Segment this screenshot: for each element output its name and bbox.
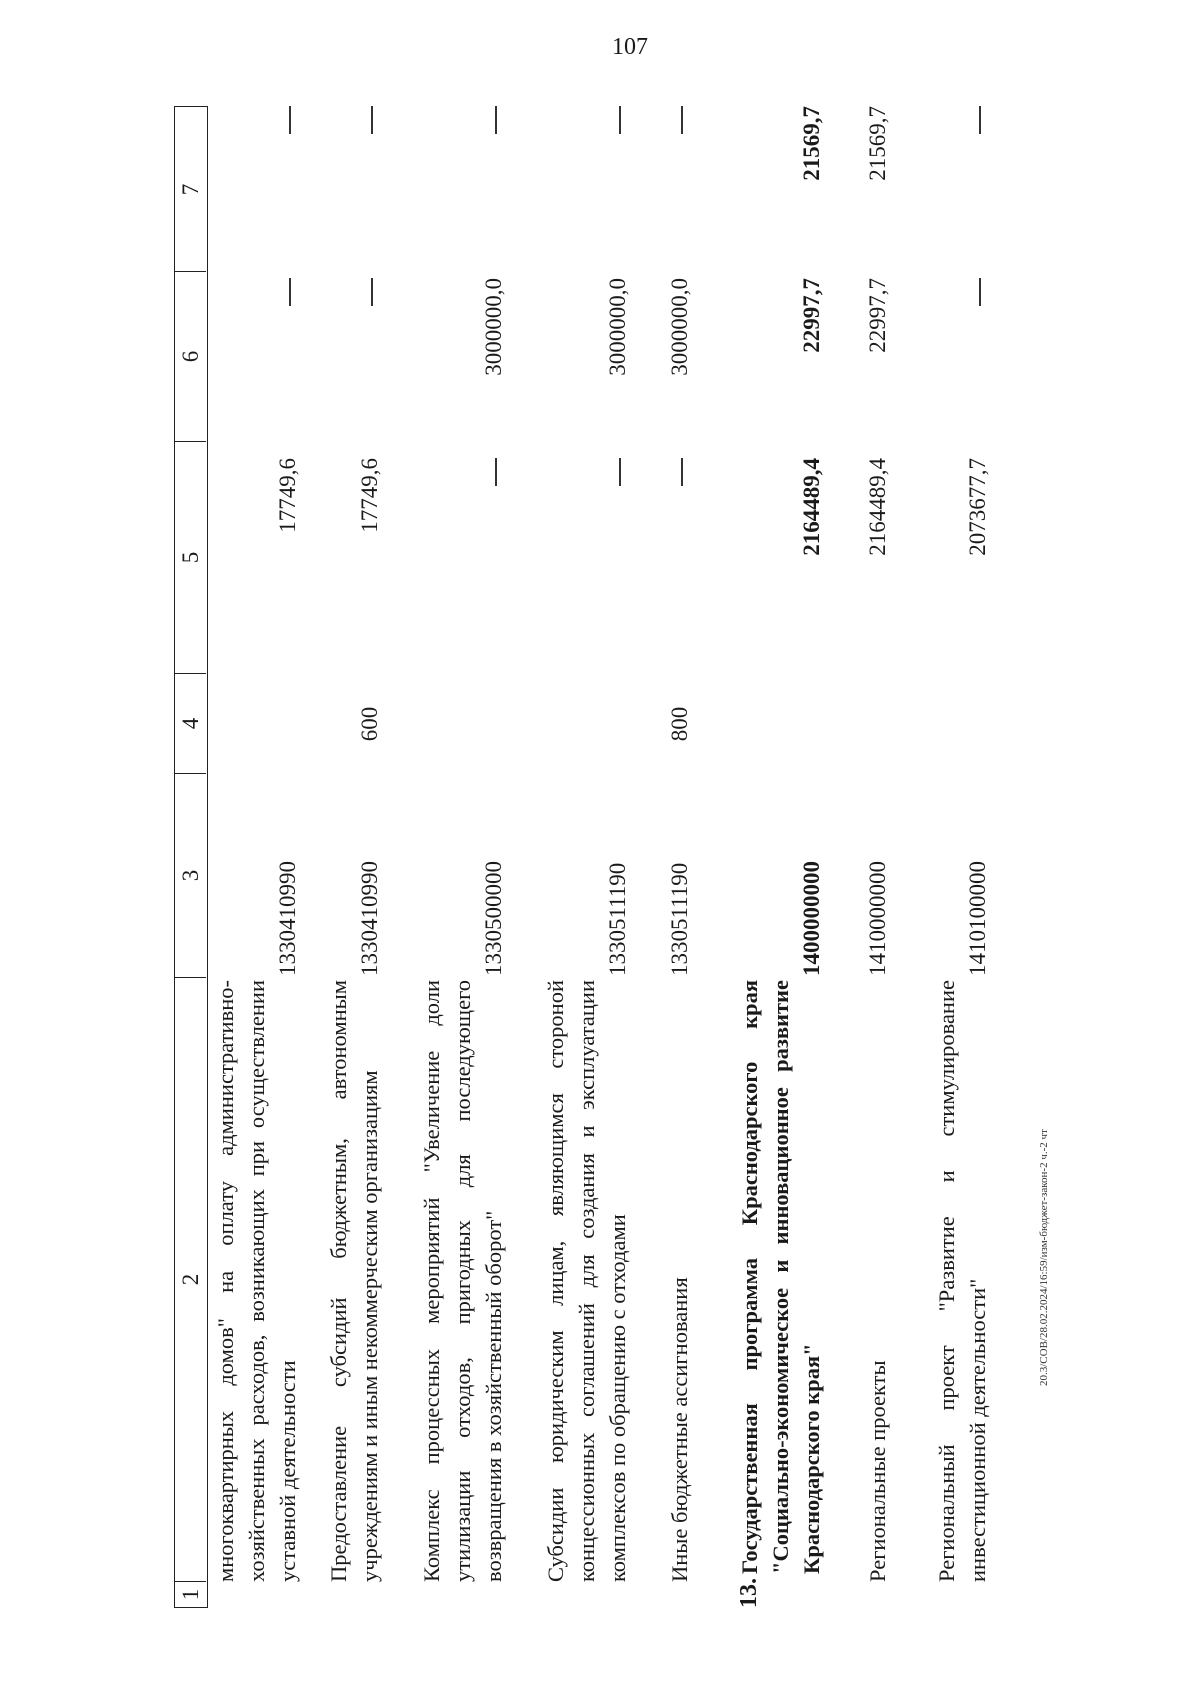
row-value-5: 17749,6: [275, 458, 300, 533]
header-col-5: 5: [175, 441, 206, 673]
row-value-7: 21569,7: [799, 106, 824, 181]
dash-mark: [681, 106, 683, 134]
dash-mark: [289, 278, 291, 306]
row-value-7: [354, 106, 385, 256]
row-value-6: [354, 278, 385, 428]
row-value-7: [962, 106, 993, 256]
row-description: Предоставление субсидий бюджетным, автономным учреждениям и иным некоммерческим организациям: [326, 980, 382, 1582]
row-value-5: [664, 458, 695, 628]
row-value-7: [272, 106, 303, 256]
dash-mark: [681, 458, 683, 486]
row-value-5: [478, 458, 509, 628]
row-value-6: 22997,7: [799, 278, 824, 353]
dash-mark: [979, 278, 981, 306]
dash-mark: [289, 106, 291, 134]
dash-mark: [371, 278, 373, 306]
row-code: 1330410990: [357, 861, 382, 976]
row-code: 1400000000: [799, 861, 824, 976]
row-description: Иные бюджетные ассигнования: [667, 1277, 692, 1582]
row-description: Региональный проект "Развитие и стимулирование инвестиционной деятельности": [934, 980, 990, 1582]
row-description: Региональные проекты: [865, 1360, 890, 1582]
row-description: Комплекс процессных мероприятий "Увеличение доли утилизации отходов, пригодных для последующего возвращения в хозяйственный оборот": [419, 980, 506, 1582]
row-type: 800: [667, 706, 692, 742]
row-code: 1410100000: [965, 861, 990, 976]
header-col-1: 1: [175, 1581, 206, 1607]
row-number: 13.: [736, 1578, 762, 1608]
row-value-6: 3000000,0: [667, 278, 692, 376]
row-value-6: 22997,7: [865, 278, 890, 353]
row-description: Государственная программа Краснодарского края "Социально-экономическое и инновационное развитие Краснодарского края": [737, 980, 824, 1574]
header-col-3: 3: [175, 773, 206, 977]
row-value-7: [664, 106, 695, 256]
row-code: 1330511190: [667, 862, 692, 976]
row-code: 1330500000: [481, 861, 506, 976]
row-description: многоквартирных домов" на оплату административно-хозяйственных расходов, возникающих при осуществлении уставной деятельности: [213, 980, 300, 1582]
row-value-6: [272, 278, 303, 428]
row-value-5: 2073677,7: [965, 458, 990, 556]
row-value-5: 2164489,4: [865, 458, 890, 556]
row-code: 1410000000: [865, 861, 890, 976]
dash-mark: [619, 458, 621, 486]
row-code: 1330511190: [605, 862, 630, 976]
dash-mark: [495, 458, 497, 486]
header-col-7: 7: [178, 183, 203, 196]
header-col-2: 2: [175, 977, 206, 1581]
row-value-6: [962, 278, 993, 428]
row-value-7: [602, 106, 633, 256]
row-value-5: 17749,6: [357, 458, 382, 533]
row-value-7: [478, 106, 509, 256]
row-type: 600: [357, 706, 382, 742]
header-col-6: 6: [175, 271, 206, 441]
row-value-7: 21569,7: [865, 106, 890, 181]
row-code: 1330410990: [275, 861, 300, 976]
row-description: Субсидии юридическим лицам, являющимся стороной концессионных соглашений для создания и эксплуатации комплексов по обращению с отходами: [543, 980, 630, 1582]
dash-mark: [495, 106, 497, 134]
row-value-5: 2164489,4: [799, 458, 824, 556]
row-value-6: 3000000,0: [481, 278, 506, 376]
budget-table: [174, 48, 1074, 1608]
header-col-4: 4: [175, 673, 206, 773]
dash-mark: [371, 106, 373, 134]
row-value-6: 3000000,0: [605, 278, 630, 376]
table-header: [174, 106, 208, 1608]
row-value-5: [602, 458, 633, 628]
dash-mark: [979, 106, 981, 134]
document-footer: 20.3/СОВ/28.02.2024/16:59/изм-бюджет-закон-2 ч.-2 чт: [1038, 1129, 1050, 1386]
dash-mark: [619, 106, 621, 134]
page-number: 107: [612, 34, 648, 60]
